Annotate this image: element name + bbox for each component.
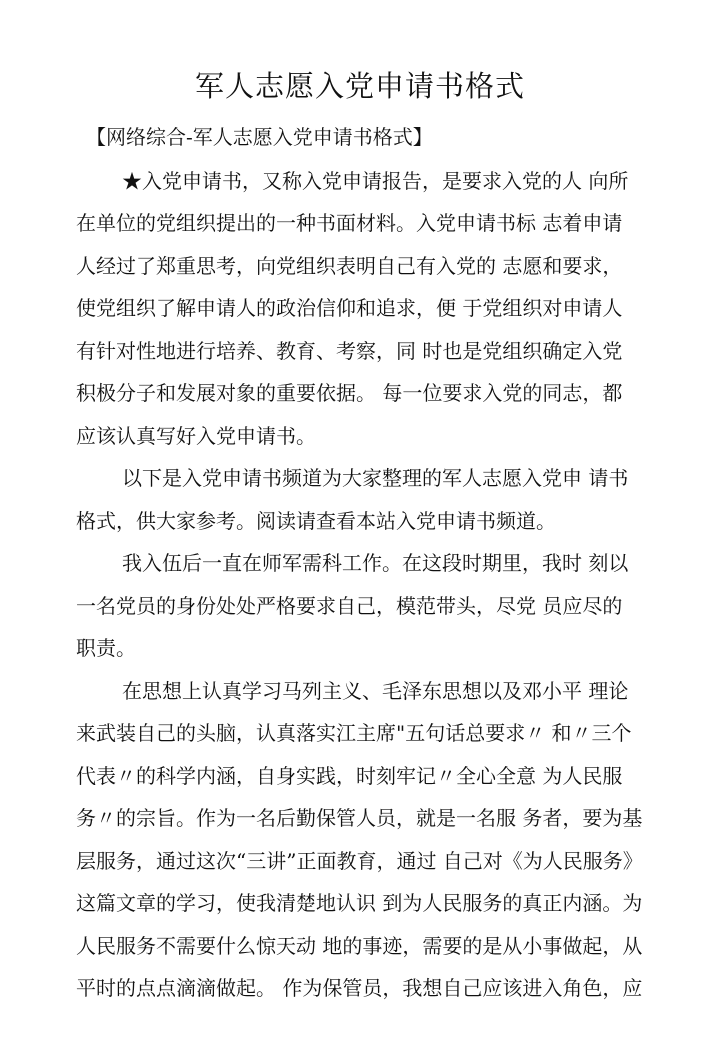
paragraph-line: 来武装自己的头脑，认真落实江主席"五句话总要求〃 和〃三个 (76, 721, 632, 745)
paragraph-line: 积极分子和发展对象的重要依据。 每一位要求入党的同志，都 (76, 381, 623, 405)
paragraph-line: 一名党员的身份处处严格要求自己，模范带头，尽党 员应尽的 (76, 593, 623, 618)
paragraph-line: 我入伍后一直在师军需科工作。在这段时期里，我时 刻以 (122, 551, 629, 575)
paragraph-line: 格式，供大家参考。阅读请查看本站入党申请书频道。 (76, 508, 556, 533)
paragraph-line: 有针对性地进行培养、教育、考察，同 时也是党组织确定入党 (76, 338, 623, 363)
paragraph-line: 层服务，通过这次“三讲”正面教育，通过 自己对《为人民服务》 (76, 848, 643, 873)
paragraph-line: 人经过了郑重思考，向党组织表明自己有入党的 志愿和要求， (76, 253, 623, 278)
paragraph-line: 使党组织了解申请人的政治信仰和追求，便 于党组织对申请人 (76, 296, 623, 320)
paragraph-line: 在思想上认真学习马列主义、毛泽东思想以及邓小平 理论 (122, 678, 629, 703)
paragraph-line: 务〃的宗旨。作为一名后勤保管人员，就是一名服 务者，要为基 (76, 806, 643, 830)
paragraph-line: 平时的点点滴滴做起。 作为保管员，我想自己应该进入角色，应 (76, 976, 643, 1000)
paragraph-line: 这篇文章的学习，使我清楚地认识 到为人民服务的真正内涵。为 (76, 891, 643, 915)
document-subtitle: 【网络综合-军人志愿入党申请书格式】 (86, 125, 433, 149)
paragraph-line: 以下是入党申请书频道为大家整理的军人志愿入党申 请书 (122, 466, 629, 490)
paragraph-line: ★入党申请书，又称入党申请报告，是要求入党的人 向所 (122, 168, 629, 193)
paragraph-line: 人民服务不需要什么惊天动 地的事迹，需要的是从小事做起，从 (76, 933, 643, 958)
paragraph-line: 在单位的党组织提出的一种书面材料。入党申请书标 志着申请 (76, 211, 623, 235)
document-title: 军人志愿入党申请书格式 (194, 69, 525, 103)
paragraph-line: 代表〃的科学内涵，自身实践，时刻牢记〃全心全意 为人民服 (76, 763, 623, 788)
paragraph-line: 应该认真写好入党申请书。 (76, 423, 316, 448)
paragraph-line: 职责。 (76, 636, 136, 660)
document-body (76, 116, 646, 1010)
